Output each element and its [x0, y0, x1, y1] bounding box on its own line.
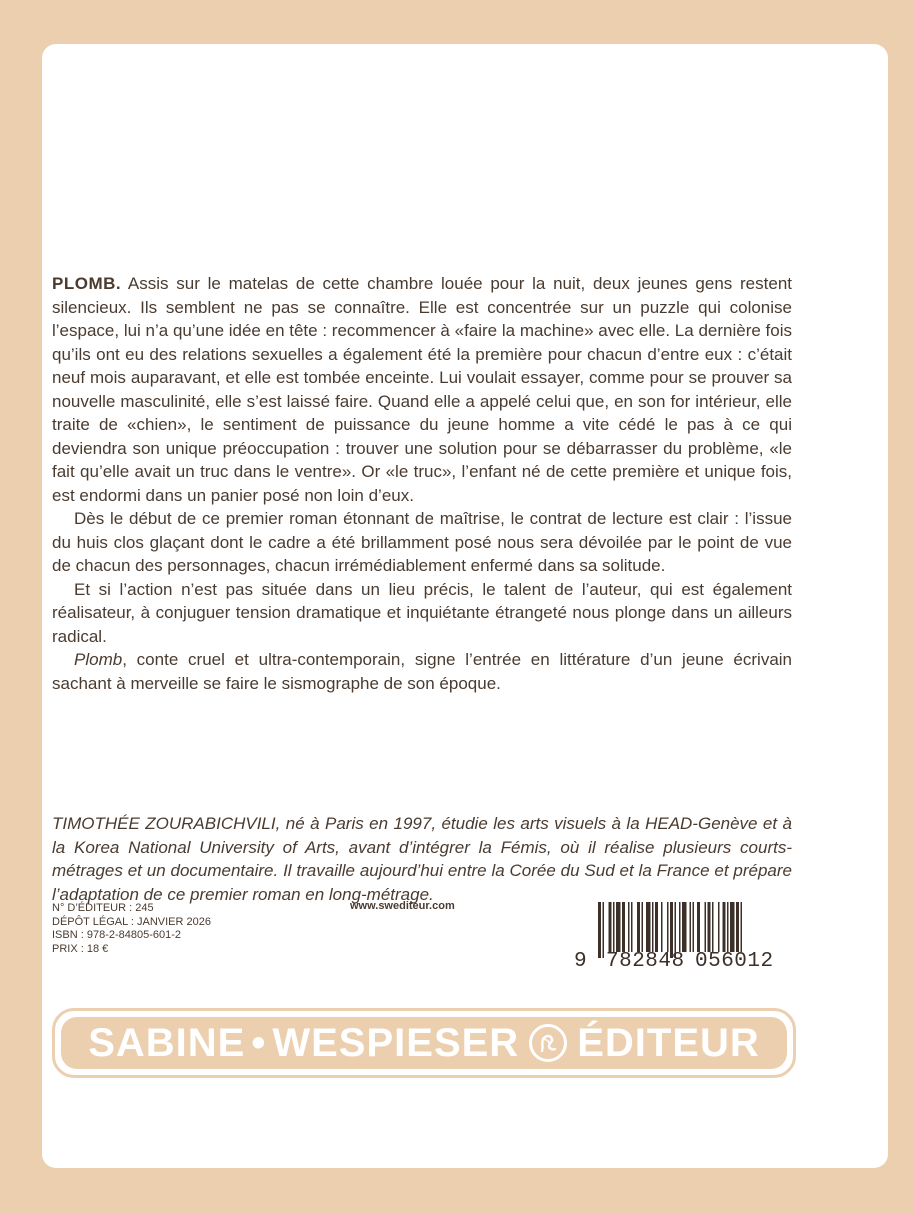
publisher-separator: • — [251, 1020, 267, 1065]
editor-number: N° D’ÉDITEUR : 245 — [52, 902, 154, 914]
barcode-bar — [730, 902, 735, 952]
barcode-bar — [705, 902, 707, 952]
publisher-banner — [61, 1017, 787, 1069]
barcode-bar — [727, 902, 729, 952]
isbn: ISBN : 978-2-84805-601-2 — [52, 929, 182, 941]
barcode-bar — [690, 902, 692, 952]
barcode-bar — [708, 902, 711, 952]
barcode-bar — [652, 902, 654, 952]
book-title: PLOMB. — [52, 274, 122, 293]
website-link[interactable]: www.swediteur.com — [350, 900, 455, 912]
blurb-text-1: Assis sur le matelas de cette chambre louée pour la nuit, deux jeunes gens restent silencieux. Ils semblent ne pas se connaître. Elle est concentrée sur un puzzle qui colonise l’espace, lui n’a qu’une idée en tête : recommencer à «faire la machine» avec elle. La dernière fois qu’ils ont eu des relations sexuelles a également été la première pour chacun d’entre eux : c’était neuf mois auparavant, et elle est tombée enceinte. Lui voulait essayer, comme pour se prouver sa nouvelle masculinité, elle s’est laissé faire. Quand elle a appelé celui que, en son for intérieur, elle traite de «chien», le sentiment de puissance du jeune homme a vite cédé le pas à ce qui deviendra son unique préoccupation : trouver une solution pour se débarrasser du problème, «le fait qu’elle avait un truc dans le ventre». Or «le truc», l’enfant né de cette première et unique fois, est endormi dans un panier posé non loin d’eux. — [52, 274, 792, 505]
blurb — [52, 272, 792, 695]
barcode-bar — [646, 902, 651, 952]
barcode-bar — [631, 902, 633, 952]
blurb-text-4: , conte cruel et ultra-contemporain, signe l’entrée en littérature d’un jeune écrivain sachant à merveille se faire le sismographe de son époque. — [52, 650, 792, 693]
barcode-bar — [637, 902, 640, 952]
barcode-bar — [642, 902, 644, 952]
barcode-bar — [609, 902, 612, 952]
barcode-bar — [616, 902, 621, 952]
barcode-bar — [598, 902, 601, 958]
mermaid-emblem-icon — [529, 1024, 567, 1062]
blurb-paragraph-2: Dès le début de ce premier roman étonnant de maîtrise, le contrat de lecture est clair : l’issue du huis clos glaçant dont le cadre a été brillamment posé nous sera dévoilée par le point de vue de chacun des personnages, chacun irrémédiablement enfermé dans sa solitude. — [52, 509, 792, 575]
publisher-name-3: ÉDITEUR — [577, 1020, 760, 1065]
blurb-paragraph-4 — [52, 648, 792, 695]
barcode-bar — [712, 902, 714, 952]
barcode-bar — [628, 902, 630, 952]
barcode-group-2: 056012 — [695, 950, 774, 973]
publisher-name-2: WESPIESER — [272, 1020, 520, 1065]
blurb-paragraph-3: Et si l’action n’est pas située dans un lieu précis, le talent de l’auteur, qui est également réalisateur, à conjuguer tension dramatique et inquiétante étrangeté nous plonge dans un ailleurs radical. — [52, 579, 792, 646]
barcode-bar — [718, 902, 720, 952]
author-name: TIMOTHÉE ZOURABICHVILI — [52, 814, 276, 833]
barcode-bar — [679, 902, 681, 952]
author-bio — [52, 812, 792, 906]
barcode-lead-digit: 9 — [574, 950, 587, 973]
barcode-bar — [697, 902, 700, 952]
barcode-bar — [741, 902, 743, 952]
author-bio-text: , né à Paris en 1997, étudie les arts visuels à la HEAD-Genève et à la Korea National University of Arts, avant d’intégrer la Fémis, où il réalise plusieurs courts-métrages et un documentaire. Il travaille aujourd’hui entre la Corée du Sud et la France et prépare l’adaptation de ce premier roman en long-métrage. — [52, 814, 792, 904]
legal-deposit: DÉPÔT LÉGAL : JANVIER 2026 — [52, 915, 211, 928]
barcode-bar — [661, 902, 663, 952]
blurb-paragraph-1 — [52, 272, 792, 507]
isbn-barcode — [574, 902, 792, 978]
barcode-bar — [655, 902, 658, 952]
barcode-bar — [622, 902, 625, 952]
barcode-bar — [682, 902, 687, 952]
barcode-bar — [693, 902, 695, 952]
barcode-bar — [613, 902, 615, 952]
barcode-group-1: 782848 — [606, 950, 685, 973]
publisher-logo — [52, 1008, 796, 1078]
barcode-bar — [603, 902, 605, 958]
legal-info — [52, 902, 211, 956]
barcode-bar — [723, 902, 726, 952]
book-title-italic: Plomb — [74, 650, 123, 669]
publisher-name-1: SABINE — [88, 1020, 246, 1065]
price: PRIX : 18 € — [52, 942, 109, 955]
barcode-bar — [667, 902, 669, 952]
barcode-bar — [736, 902, 739, 952]
